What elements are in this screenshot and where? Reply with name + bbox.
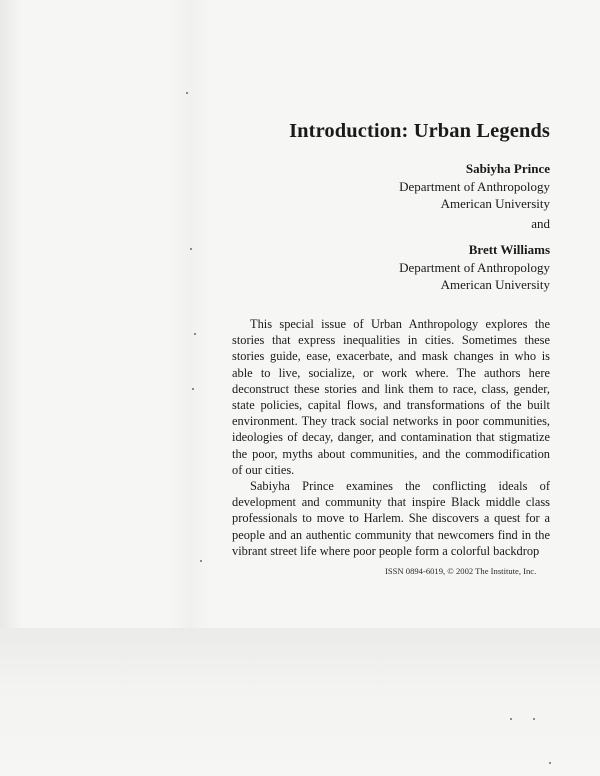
author-department: Department of Anthropology bbox=[399, 259, 550, 275]
scan-speck bbox=[186, 92, 188, 94]
author-conjunction: and bbox=[531, 216, 550, 231]
scan-speck bbox=[533, 718, 535, 720]
scan-speck bbox=[194, 333, 196, 335]
issn-footer: ISSN 0894-6019, © 2002 The Institute, Inc. bbox=[385, 566, 537, 576]
scan-bottom-margin bbox=[0, 628, 600, 776]
scan-fold-shading bbox=[170, 0, 210, 640]
author-affiliation-1 bbox=[399, 160, 550, 213]
body-paragraph: This special issue of Urban Anthropology explores the stories that express inequalities in cities. Sometimes these stories guide, ease, exacerbate, and mask changes in who is able to live, socialize, or work where. The authors here deconstruct these stories and link them to race, class, gender, state policies, capital flows, and transformations of the built environment. They track social networks in poor communities, ideologies of decay, danger, and contamination that stigmatize the poor, myths about communities, and the commodification of our cities. bbox=[232, 317, 550, 477]
author-department: Department of Anthropology bbox=[399, 178, 550, 194]
author-institution: American University bbox=[440, 196, 550, 211]
scan-speck bbox=[200, 560, 202, 562]
scan-speck bbox=[510, 718, 512, 720]
article-body bbox=[232, 316, 550, 559]
article-title: Introduction: Urban Legends bbox=[289, 120, 550, 142]
body-paragraph: Sabiyha Prince examines the conflicting ideals of development and community that inspire Black middle class professionals to move to Harlem. She discovers a quest for a people and an authentic community that newcomers find in the vibrant street life where poor people form a colorful backdrop bbox=[232, 479, 550, 558]
author-institution: American University bbox=[440, 277, 550, 292]
author-name: Sabiyha Prince bbox=[465, 161, 550, 176]
scan-speck bbox=[549, 762, 551, 764]
scan-speck bbox=[192, 388, 194, 390]
scan-speck bbox=[190, 248, 192, 250]
author-affiliation-2 bbox=[399, 241, 550, 294]
author-name: Brett Williams bbox=[468, 242, 550, 257]
